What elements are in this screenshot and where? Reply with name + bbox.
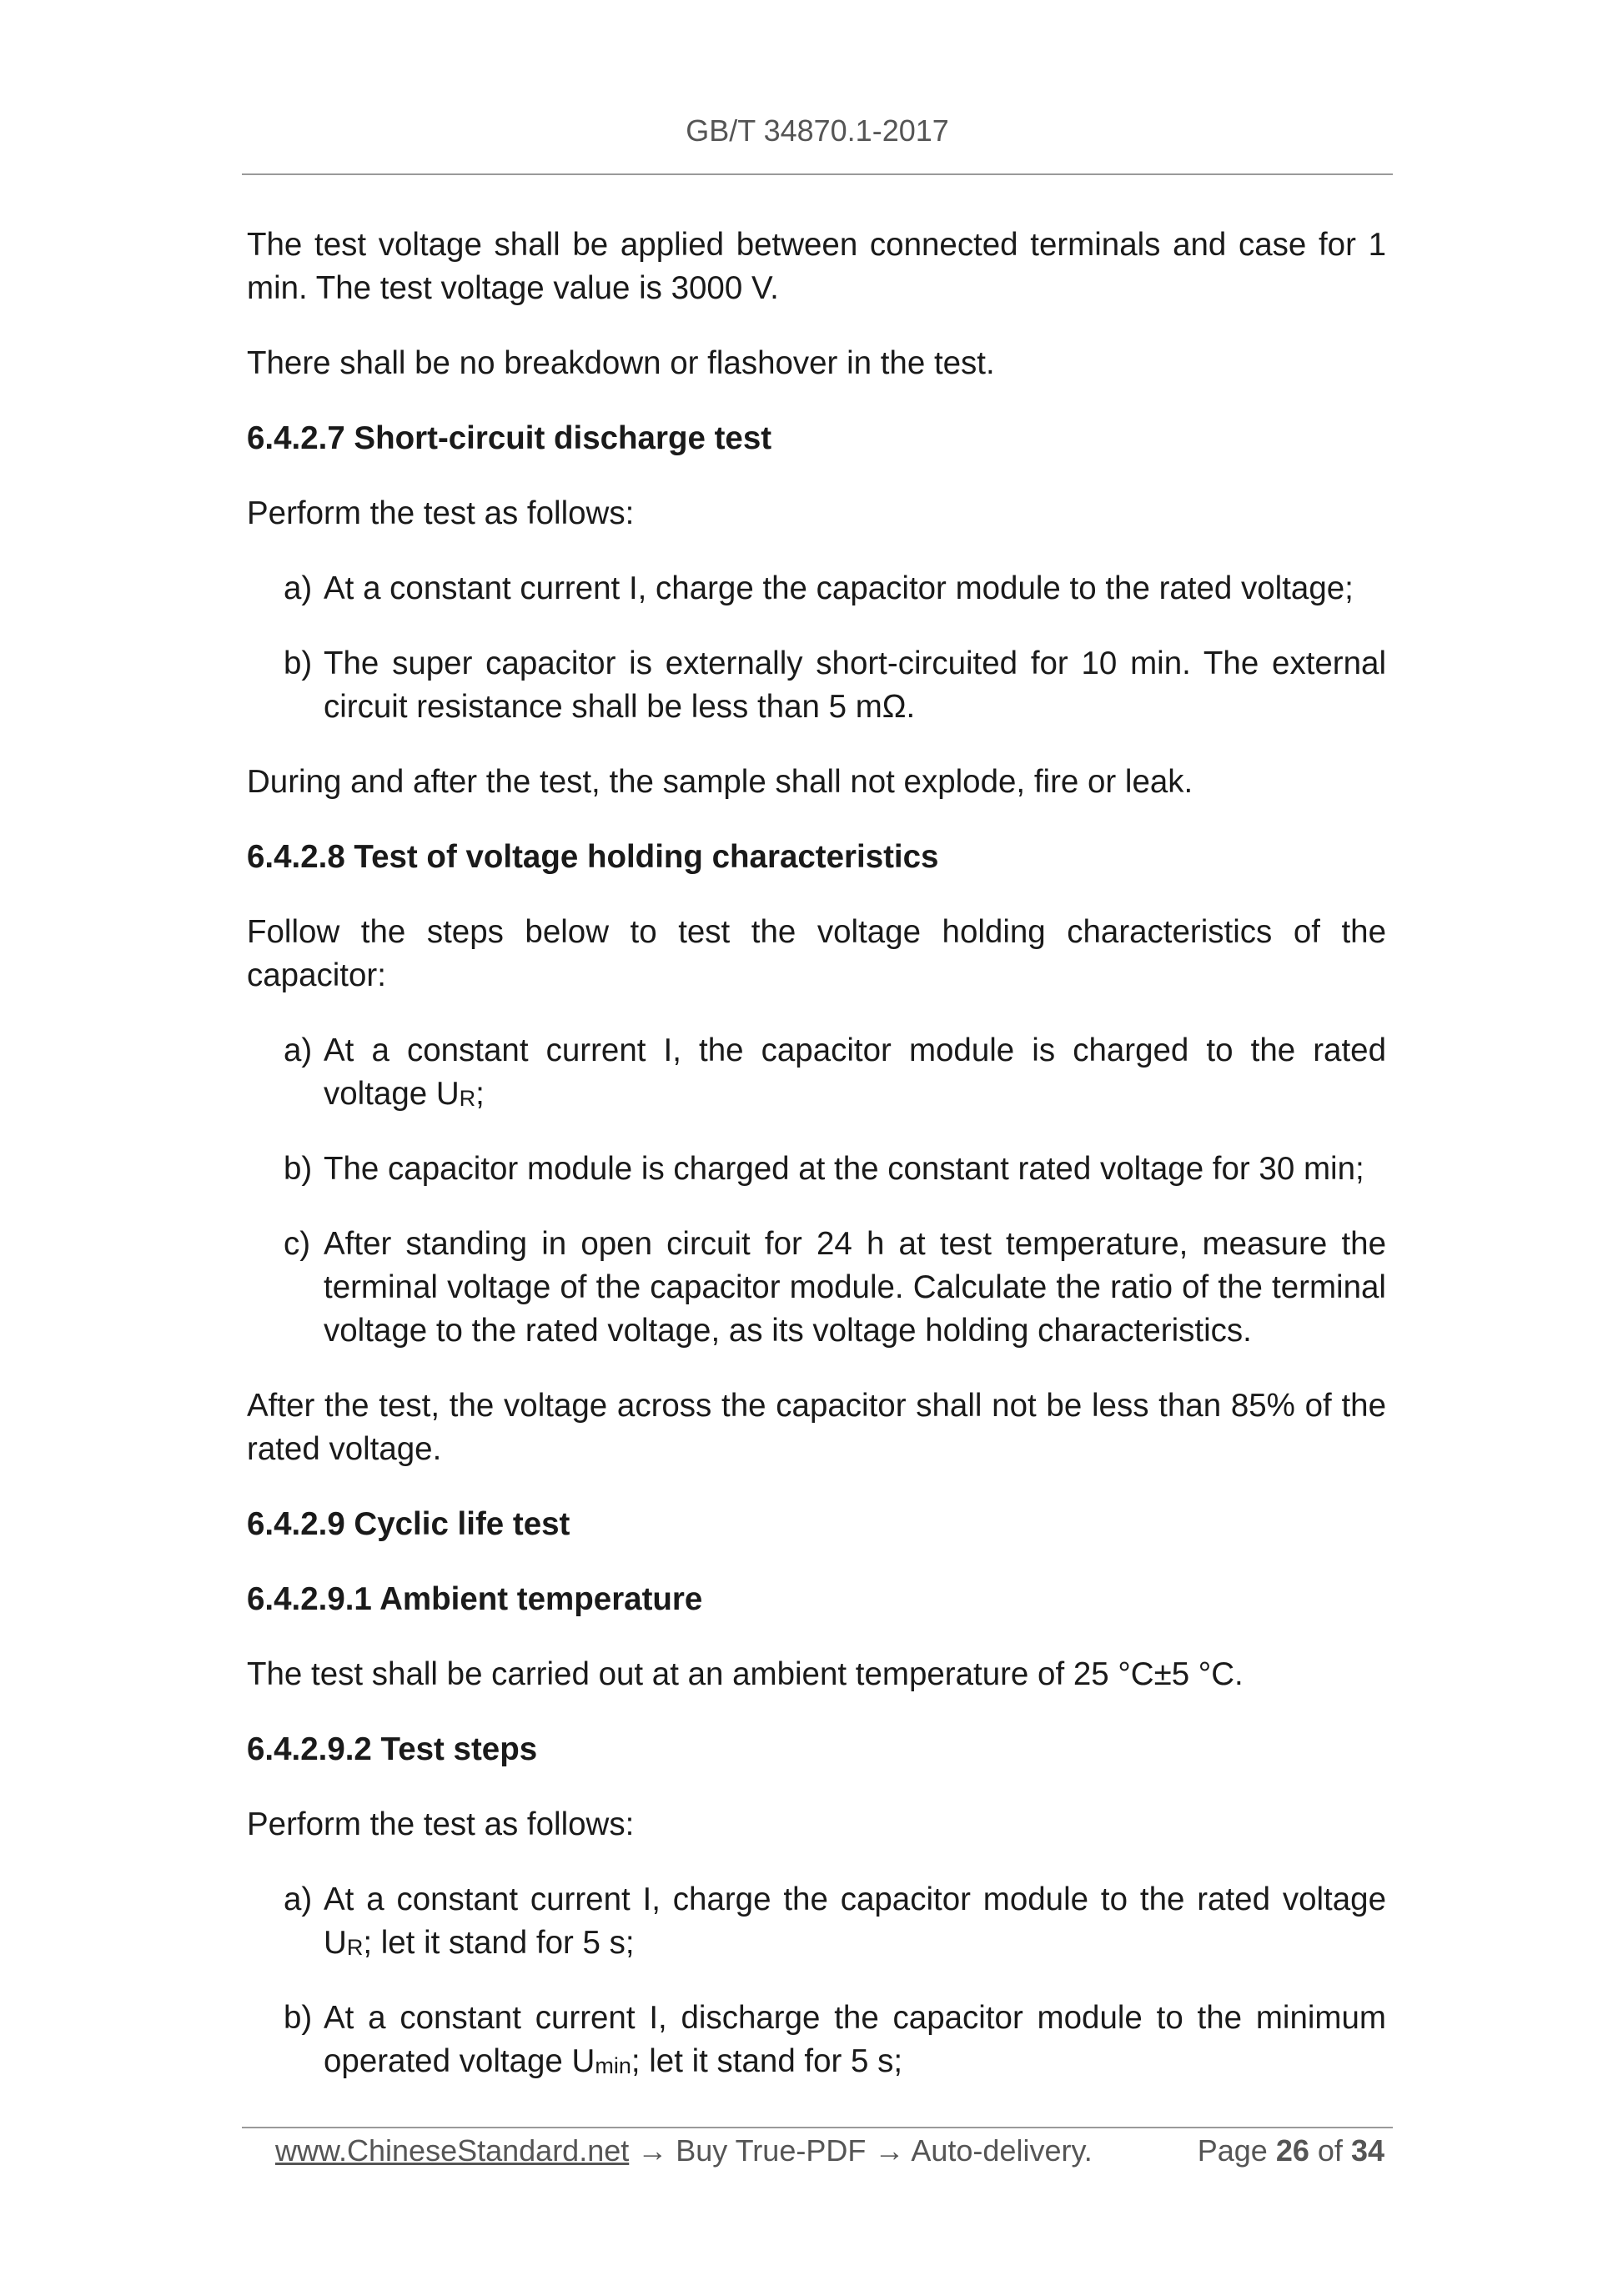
list-marker: a) [284, 1032, 313, 1068]
list-item-text-end: ; [475, 1076, 485, 1112]
site-link[interactable]: www.ChineseStandard.net [275, 2133, 630, 2168]
list-marker: b) [284, 2000, 313, 2036]
subscript: R [346, 1935, 364, 1960]
list-marker: a) [284, 1882, 313, 1917]
paragraph: Perform the test as follows: [247, 1806, 635, 1842]
list-item [247, 567, 1386, 610]
subscript: R [459, 1086, 476, 1111]
list-marker: b) [284, 646, 313, 681]
page-footer [275, 2133, 1384, 2168]
section-heading: 6.4.2.9.2 Test steps [247, 1731, 538, 1767]
header-rule [242, 173, 1393, 175]
paragraph: After the test, the voltage across the capacitor shall not be less than 85% of the rated voltage. [247, 1388, 1386, 1467]
list-item [247, 1029, 1386, 1116]
list-item-text: At a constant current I, charge the capacitor module to the rated voltage; [324, 570, 1354, 606]
footer-rule [242, 2127, 1393, 2128]
list-item-text: The super capacitor is externally short-circuited for 10 min. The external circuit resistance shall be less than 5 mΩ. [324, 646, 1386, 725]
subscript: min [595, 2053, 631, 2078]
paragraph: The test shall be carried out at an ambient temperature of 25 °C±5 °C. [247, 1656, 1244, 1692]
section-heading: 6.4.2.8 Test of voltage holding characteristics [247, 839, 939, 875]
list-item [247, 1878, 1386, 1965]
list-item [247, 1148, 1386, 1191]
of-label: of [1317, 2133, 1343, 2168]
list-marker: b) [284, 1151, 313, 1187]
section-heading: 6.4.2.7 Short-circuit discharge test [247, 420, 772, 456]
list-item-text: The capacitor module is charged at the constant rated voltage for 30 min; [324, 1151, 1364, 1187]
list-item-text: After standing in open circuit for 24 h at test temperature, measure the terminal voltage of the capacitor module. Calculate the ratio of the terminal voltage to the rated voltage, as its voltage holding characteristics. [324, 1226, 1386, 1349]
list-marker: c) [284, 1226, 311, 1262]
auto-delivery-text: Auto-delivery. [911, 2133, 1093, 2168]
paragraph: There shall be no breakdown or flashover in the test. [247, 345, 995, 381]
section-heading: 6.4.2.9.1 Ambient temperature [247, 1581, 703, 1617]
section-heading: 6.4.2.9 Cyclic life test [247, 1506, 570, 1542]
list-item-text-end: ; let it stand for 5 s; [631, 2043, 903, 2079]
page-indicator [1198, 2133, 1384, 2168]
paragraph: Follow the steps below to test the voltage holding characteristics of the capacitor: [247, 914, 1386, 993]
list-item [247, 1997, 1386, 2083]
list-item [247, 642, 1386, 729]
page-total: 34 [1350, 2133, 1384, 2168]
list-marker: a) [284, 570, 313, 606]
list-item [247, 1223, 1386, 1353]
page-number: 26 [1275, 2133, 1309, 2168]
arrow-icon: → [629, 2133, 676, 2168]
paragraph: Perform the test as follows: [247, 495, 635, 531]
paragraph: During and after the test, the sample shall not explode, fire or leak. [247, 764, 1193, 800]
list-item-text: At a constant current I, discharge the capacitor module to the minimum operated voltage U [324, 2000, 1386, 2079]
paragraph: The test voltage shall be applied between connected terminals and case for 1 min. The test voltage value is 3000 V. [247, 227, 1386, 306]
arrow-icon: → [866, 2133, 912, 2168]
list-item-text: At a constant current I, charge the capacitor module to the rated voltage U [324, 1882, 1386, 1961]
buy-pdf-text: Buy True-PDF [676, 2133, 867, 2168]
page-label: Page [1197, 2133, 1268, 2168]
page-body [247, 224, 1386, 2115]
list-item-text: At a constant current I, the capacitor module is charged to the rated voltage U [324, 1032, 1386, 1112]
list-item-text-end: ; let it stand for 5 s; [363, 1925, 635, 1961]
document-id-header: GB/T 34870.1-2017 [686, 113, 949, 148]
